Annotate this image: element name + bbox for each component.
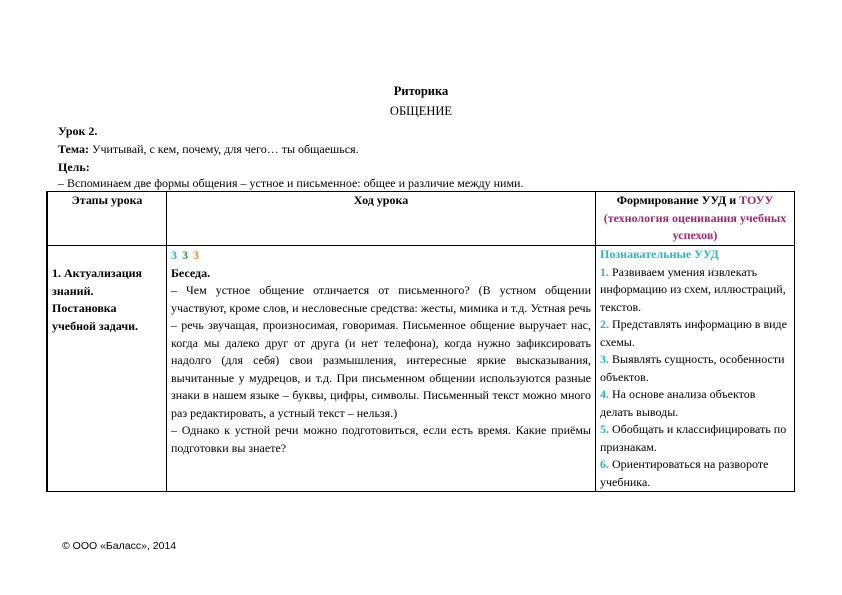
header-uud: [596, 192, 795, 246]
stage-line: знаний.: [52, 283, 94, 298]
goal-text: – Вспоминаем две формы общения – устное и письменное: общее и различие между ними.: [58, 176, 524, 190]
header-uud-prefix: Формирование УУД и: [616, 193, 740, 207]
uud-item: 3. Выявлять сущность, особенности объектов.: [600, 352, 785, 384]
conversation-paragraph: – Однако к устной речи можно подготовиться, если есть время. Какие приёмы подготовки вы знаете?: [171, 423, 591, 455]
table-header-row: [47, 192, 795, 246]
mark-orange: 3: [193, 248, 200, 262]
topic-title: ОБЩЕНИЕ: [389, 104, 453, 118]
stage-cell: [47, 246, 167, 492]
copyright-footer: © ООО «Баласс», 2014: [62, 540, 177, 552]
header-toou: ТОУУ: [739, 193, 774, 207]
conversation-title: Беседа.: [171, 265, 211, 280]
lesson-number: Урок 2.: [58, 124, 98, 138]
uud-title: Познавательные УУД: [600, 247, 719, 261]
goal-label: Цель:: [58, 160, 90, 174]
uud-item: 1. Развиваем умения извлекать информацию из схем, иллюстраций, текстов.: [600, 264, 786, 314]
stage-line: учебной задачи.: [52, 318, 139, 333]
stage-line: Постановка: [52, 301, 117, 315]
uud-cell: [596, 246, 795, 492]
subject-title: Риторика: [393, 84, 449, 98]
table-row: [47, 246, 795, 492]
stage-line: 1. Актуализация: [52, 266, 143, 280]
uud-item: 5. Обобщать и классифицировать по признакам.: [600, 422, 787, 454]
lesson-plan-table: [46, 191, 795, 492]
header-stages: Этапы урока: [47, 192, 167, 246]
mark-cyan: 3: [171, 248, 178, 262]
mark-green: 3: [182, 248, 189, 262]
course-cell: [167, 246, 596, 492]
conversation-paragraph: – Чем устное общение отличается от письменного? (В устном общении участвуют, кроме слов, и несловесные средства: жесты, мимика и т.д. Устная речь – речь звучащая, произносимая, говоримая. Письменное общение выручает нас, когда мы далеко друг от друга (и нет телефона), когда нужно зафиксировать надолго (для себя) свои размышления, интересные яркие высказывания, вычитанные у мудрецов, и т.д. При письменном общении используются разные знаки в нашем языке – буквы, цифры, символы. Письменный текст можно много раз редактировать, а устный текст – нельзя.): [171, 283, 591, 420]
uud-item: 6. Ориентироваться на развороте учебника.: [600, 457, 769, 489]
uud-item: 2. Представлять информацию в виде схемы.: [600, 317, 787, 349]
assessment-marks: [171, 247, 591, 265]
header-toou-desc: (технология оценивания учебных успехов): [603, 210, 787, 242]
theme-line: [58, 142, 359, 157]
theme-text: Учитывай, с кем, почему, для чего… ты общаешься.: [88, 142, 359, 156]
uud-item: 4. На основе анализа объектов делать выводы.: [600, 387, 756, 419]
header-course: Ход урока: [167, 192, 596, 246]
theme-label: Тема:: [58, 142, 89, 156]
